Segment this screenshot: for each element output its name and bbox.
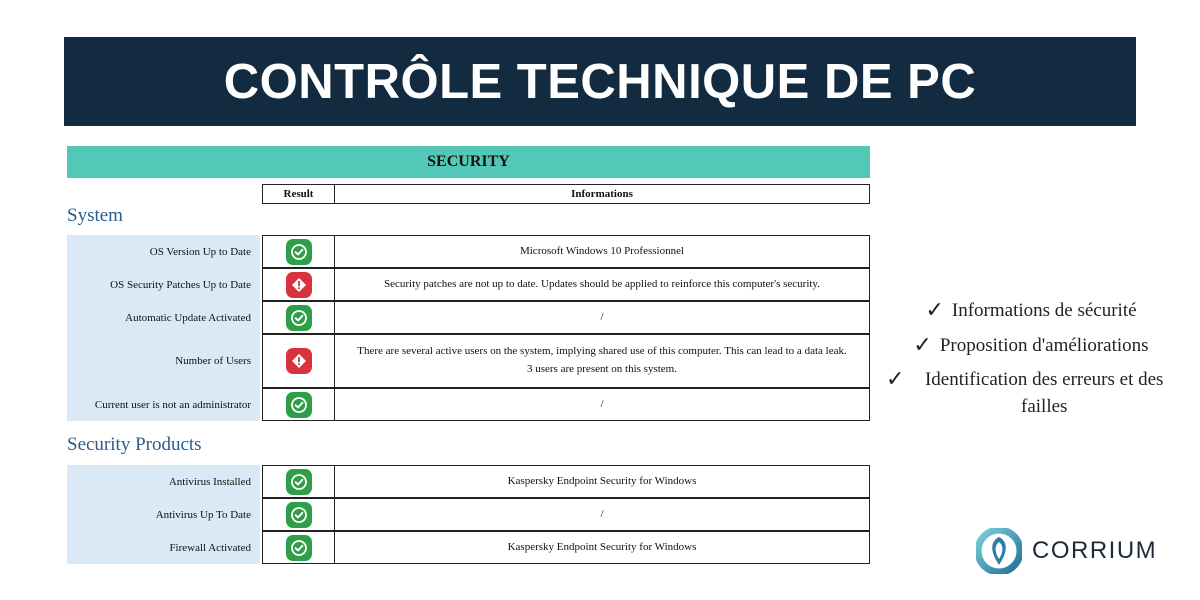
row-label: Antivirus Installed bbox=[67, 465, 260, 498]
info-text: Kaspersky Endpoint Security for Windows bbox=[507, 474, 697, 487]
section-header bbox=[67, 146, 870, 178]
group-title: System bbox=[67, 205, 123, 226]
result-cell bbox=[262, 498, 335, 531]
column-header-informations: Informations bbox=[334, 184, 870, 204]
check-circle-icon bbox=[286, 502, 312, 528]
warning-icon bbox=[286, 348, 312, 374]
result-cell bbox=[262, 465, 335, 498]
row-label: Firewall Activated bbox=[67, 531, 260, 564]
info-cell bbox=[334, 235, 870, 268]
feature-text: Proposition d'améliorations bbox=[939, 334, 1149, 356]
table-row bbox=[67, 465, 870, 498]
column-header-result: Result bbox=[262, 184, 335, 204]
warning-icon bbox=[286, 272, 312, 298]
info-cell bbox=[334, 301, 870, 334]
table-row bbox=[67, 388, 870, 421]
section-title: SECURITY bbox=[427, 153, 510, 170]
info-text: Microsoft Windows 10 Professionnel bbox=[519, 244, 685, 257]
brand-logo bbox=[976, 528, 1157, 574]
check-circle-icon bbox=[286, 469, 312, 495]
brand-name: CORRIUM bbox=[1032, 537, 1158, 564]
check-icon: ✓ bbox=[913, 332, 932, 358]
result-cell bbox=[262, 334, 335, 388]
table-row bbox=[67, 498, 870, 531]
check-circle-icon bbox=[286, 392, 312, 418]
corrium-logo-icon bbox=[976, 528, 1022, 574]
feature-item bbox=[886, 333, 1176, 360]
info-cell bbox=[334, 531, 870, 564]
table-row bbox=[67, 268, 870, 301]
feature-item bbox=[886, 367, 1176, 420]
table-row bbox=[67, 334, 870, 388]
info-text: 3 users are present on this system. bbox=[526, 363, 677, 375]
feature-item bbox=[886, 298, 1176, 325]
info-cell bbox=[334, 268, 870, 301]
info-text: / bbox=[600, 310, 604, 323]
result-cell bbox=[262, 531, 335, 564]
table-row bbox=[67, 531, 870, 564]
result-cell bbox=[262, 235, 335, 268]
row-label: Automatic Update Activated bbox=[67, 301, 260, 334]
check-circle-icon bbox=[286, 239, 312, 265]
info-text: / bbox=[600, 397, 604, 410]
row-label: OS Security Patches Up to Date bbox=[67, 268, 260, 301]
feature-text: Informations de sécurité bbox=[951, 300, 1137, 321]
info-cell bbox=[334, 465, 870, 498]
page-title: CONTRÔLE TECHNIQUE DE PC bbox=[223, 54, 977, 109]
table-row bbox=[67, 235, 870, 268]
feature-list bbox=[886, 298, 1176, 428]
title-banner bbox=[64, 37, 1136, 126]
row-label: OS Version Up to Date bbox=[67, 235, 260, 268]
info-cell bbox=[334, 334, 870, 388]
check-icon: ✓ bbox=[925, 298, 944, 323]
group-title: Security Products bbox=[67, 434, 202, 455]
info-cell bbox=[334, 388, 870, 421]
info-text: There are several active users on the system, implying shared use of this computer. This can lead to a data leak. bbox=[357, 345, 847, 358]
row-label: Number of Users bbox=[67, 334, 260, 388]
result-cell bbox=[262, 268, 335, 301]
result-cell bbox=[262, 388, 335, 421]
check-circle-icon bbox=[286, 535, 312, 561]
info-cell bbox=[334, 498, 870, 531]
info-text: Security patches are not up to date. Updates should be applied to reinforce this computer's security. bbox=[384, 277, 820, 290]
check-icon: ✓ bbox=[886, 367, 905, 393]
table-row bbox=[67, 301, 870, 334]
check-circle-icon bbox=[286, 305, 312, 331]
info-text: Kaspersky Endpoint Security for Windows bbox=[507, 540, 697, 553]
feature-text: Identification des erreurs et des failles bbox=[924, 369, 1164, 417]
row-label: Antivirus Up To Date bbox=[67, 498, 260, 531]
info-text: / bbox=[600, 507, 604, 520]
result-cell bbox=[262, 301, 335, 334]
row-label: Current user is not an administrator bbox=[67, 388, 260, 421]
